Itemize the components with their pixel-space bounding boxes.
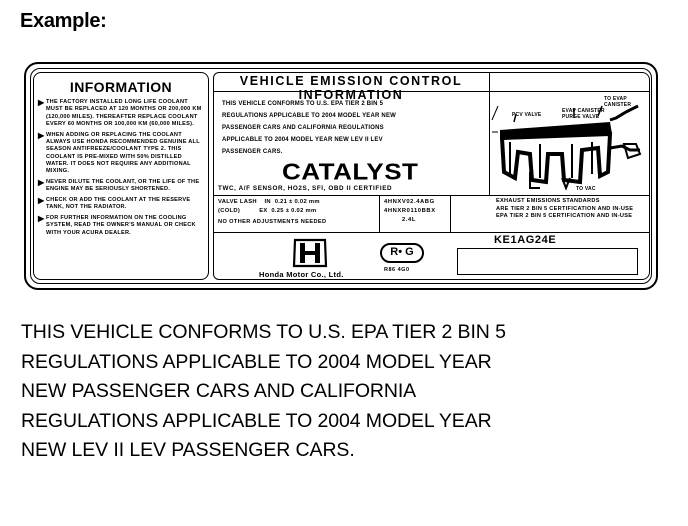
information-title: INFORMATION bbox=[69, 79, 173, 95]
information-item bbox=[38, 197, 206, 212]
exhaust-standards bbox=[496, 198, 646, 221]
specs-column-divider bbox=[450, 195, 451, 232]
specs-column-divider bbox=[379, 195, 380, 232]
arrow-right-icon: ▶ bbox=[38, 214, 45, 224]
blank-field bbox=[457, 248, 638, 275]
vehicle-emission-title: VEHICLE EMISSION CONTROL INFORMATION bbox=[239, 74, 463, 102]
information-item bbox=[38, 132, 206, 176]
information-item-text: CHECK OR ADD THE COOLANT AT THE RESERVE TANK, NOT THE RADIATOR. bbox=[46, 197, 191, 211]
label-conformance-line: THIS VEHICLE CONFORMS TO U.S. EPA TIER 2 BIN 5 bbox=[222, 101, 384, 107]
conformance-line: THIS VEHICLE CONFORMS TO U.S. EPA TIER 2 BIN 5 bbox=[21, 321, 506, 343]
arrow-right-icon: ▶ bbox=[38, 130, 45, 140]
conformance-line: REGULATIONS APPLICABLE TO 2004 MODEL YEAR bbox=[21, 409, 492, 432]
logo-row-divider bbox=[213, 232, 450, 233]
label-conformance-line: REGULATIONS APPLICABLE TO 2004 MODEL YEAR NEW bbox=[222, 113, 397, 119]
engine-family-code: 4HNXV02.4ABG bbox=[384, 199, 435, 205]
displacement: 2.4L bbox=[402, 217, 416, 223]
information-item bbox=[38, 179, 206, 194]
manufacturer-name: Honda Motor Co., Ltd. bbox=[259, 270, 344, 279]
engine-family-codes bbox=[384, 198, 436, 225]
no-other-adjustments: NO OTHER ADJUSTMENTS NEEDED bbox=[218, 219, 327, 225]
code-row-divider bbox=[450, 232, 650, 233]
conformance-line: NEW PASSENGER CARS AND CALIFORNIA bbox=[21, 380, 417, 402]
exhaust-standards-line: EXHAUST EMISSIONS STANDARDS bbox=[496, 198, 600, 204]
label-conformance-line: PASSENGER CARS AND CALIFORNIA REGULATIONS bbox=[222, 125, 384, 131]
information-item-text: THE FACTORY INSTALLED LONG LIFE COOLANT MUST BE REPLACED AT 120 MONTHS OR 200,000 KM (120,000 MILES). THEREAFTER REPLACE COOLANT EVERY 60 MONTHS OR 100,000 KM (60,000 MILES). bbox=[46, 99, 202, 127]
evap-family-code: 4HNXR0110BBX bbox=[384, 208, 436, 214]
label-conformance-text bbox=[222, 98, 484, 158]
arrow-right-icon: ▶ bbox=[38, 177, 45, 187]
diagram-label-vac: TO VAC bbox=[576, 186, 596, 192]
information-item-text: WHEN ADDING OR REPLACING THE COOLANT ALWAYS USE HONDA RECOMMENDED GENUINE ALL SEASON ANTIFREEZE/COOLANT TYPE 2. THIS COOLANT IS PRE-MIXED WITH 50% DISTILLED WATER. IT DOES NOT REQUIRE ANY ADDITIONAL MIXING. bbox=[46, 131, 200, 175]
honda-logo-icon bbox=[292, 238, 328, 268]
label-conformance-line: PASSENGER CARS. bbox=[222, 149, 283, 155]
vacuum-hose-diagram bbox=[490, 92, 648, 195]
conformance-line: REGULATIONS APPLICABLE TO 2004 MODEL YEAR bbox=[21, 350, 492, 373]
information-item bbox=[38, 99, 206, 128]
rg-code: R86 4G0 bbox=[384, 267, 410, 273]
diagram-label-evap-canister: TO EVAP CANISTER bbox=[604, 96, 632, 108]
information-item bbox=[38, 215, 206, 237]
arrow-right-icon: ▶ bbox=[38, 196, 45, 206]
information-item-text: FOR FURTHER INFORMATION ON THE COOLING SYSTEM, READ THE OWNER'S MANUAL OR CHECK WITH YOUR ACURA DEALER. bbox=[46, 215, 196, 236]
conformance-line: NEW LEV II LEV PASSENGER CARS. bbox=[21, 439, 355, 461]
diagram-label-purge-valve: EVAP CANISTER PURGE VALVE bbox=[562, 108, 605, 120]
information-list bbox=[38, 99, 206, 241]
arrow-right-icon: ▶ bbox=[38, 98, 45, 107]
rg-mark-text: R• G bbox=[390, 246, 414, 258]
conformance-statement bbox=[21, 318, 681, 466]
valve-lash-line: (COLD) EX 0.25 ± 0.02 mm bbox=[218, 208, 317, 214]
specs-divider bbox=[213, 195, 650, 196]
information-item-text: NEVER DILUTE THE COOLANT, OR THE LIFE OF THE ENGINE MAY BE SERIOUSLY SHORTENED. bbox=[46, 178, 200, 193]
diagram-label-pcv-valve: PCV VALVE bbox=[512, 112, 542, 118]
rg-mark bbox=[380, 243, 424, 263]
information-panel bbox=[33, 72, 209, 280]
twc-certification-line: TWC, A/F SENSOR, HO2S, SFI, OBD II CERTIFIED bbox=[218, 185, 393, 192]
catalyst-heading: CATALYST bbox=[282, 158, 419, 185]
label-conformance-line: APPLICABLE TO 2004 MODEL YEAR NEW LEV II LEV bbox=[222, 137, 383, 143]
valve-lash-specs bbox=[218, 198, 320, 216]
exhaust-standards-line: EPA TIER 2 BIN 5 CERTIFICATION AND IN-USE bbox=[496, 213, 633, 219]
exhaust-standards-line: ARE TIER 2 BIN 5 CERTIFICATION AND IN-USE bbox=[496, 205, 634, 212]
example-heading: Example: bbox=[20, 10, 107, 32]
emission-code: KE1AG24E bbox=[494, 234, 557, 246]
valve-lash-line: VALVE LASH IN 0.21 ± 0.02 mm bbox=[218, 199, 320, 205]
